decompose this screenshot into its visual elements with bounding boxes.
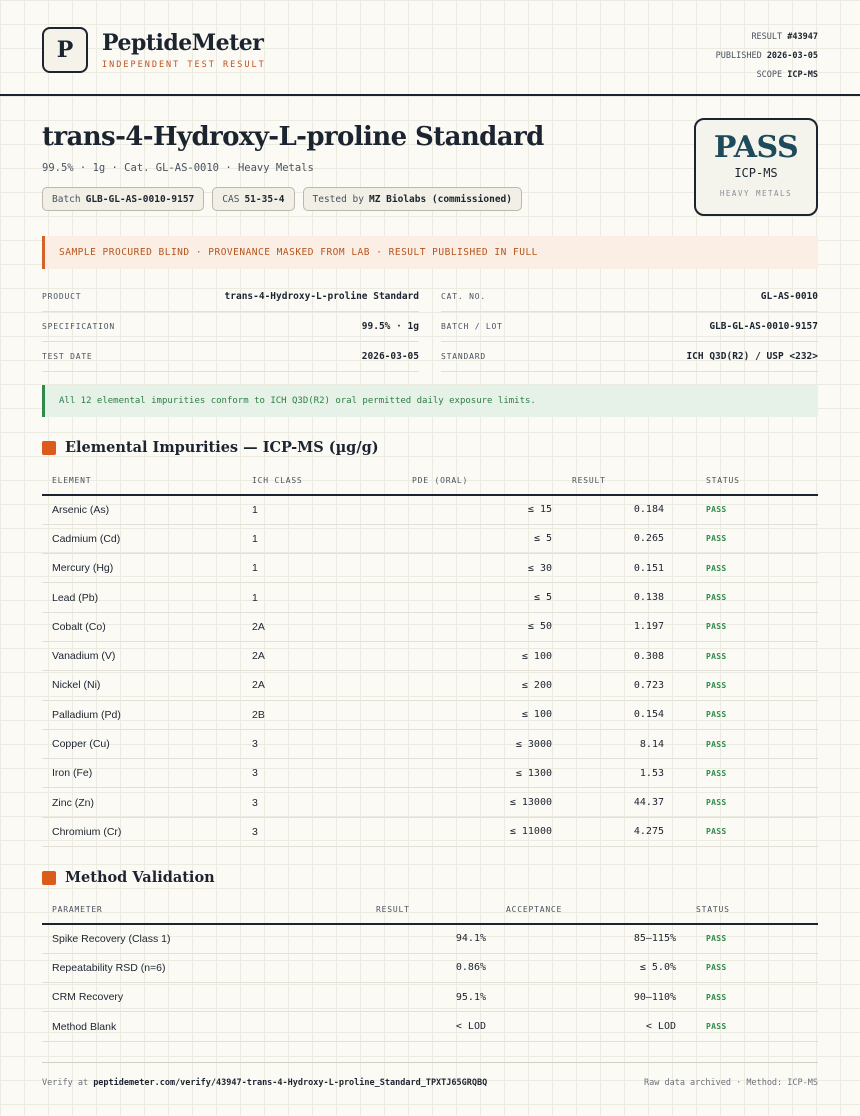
status-badge: PASS bbox=[696, 554, 818, 583]
table-row bbox=[42, 759, 818, 788]
element-cell: Zinc (Zn) bbox=[42, 788, 242, 817]
acceptance-cell: < LOD bbox=[496, 1012, 686, 1041]
result-id-line: RESULT #43947 bbox=[751, 32, 818, 42]
archive-note: Raw data archived · Method: ICP-MS bbox=[644, 1078, 818, 1088]
status-badge: PASS bbox=[696, 700, 818, 729]
element-cell: Cobalt (Co) bbox=[42, 612, 242, 641]
parameter-cell: Method Blank bbox=[42, 1012, 366, 1041]
acceptance-cell: 90–110% bbox=[496, 983, 686, 1012]
batch-chip: Batch GLB-GL-AS-0010-9157 bbox=[42, 187, 204, 211]
result-cell: 44.37 bbox=[562, 788, 696, 817]
result-cell: 1.197 bbox=[562, 612, 696, 641]
pde-cell: ≤ 100 bbox=[402, 641, 562, 670]
table-row bbox=[42, 554, 818, 583]
col-element: ELEMENT bbox=[42, 467, 242, 495]
info-specification: SPECIFICATION 99.5% · 1g bbox=[42, 312, 419, 342]
result-cell: 8.14 bbox=[562, 729, 696, 758]
status-badge: PASS bbox=[686, 953, 818, 982]
status-badge: PASS bbox=[696, 759, 818, 788]
status-badge: PASS bbox=[686, 1012, 818, 1041]
status-badge: PASS bbox=[686, 924, 818, 953]
parameter-cell: Spike Recovery (Class 1) bbox=[42, 924, 366, 953]
ich-class-cell: 2B bbox=[242, 700, 402, 729]
impurities-section-header bbox=[42, 439, 379, 456]
published-date-line: PUBLISHED 2026-03-05 bbox=[715, 51, 818, 61]
pde-cell: ≤ 5 bbox=[402, 524, 562, 553]
val-result-cell: 0.86% bbox=[366, 953, 496, 982]
val-result-cell: 94.1% bbox=[366, 924, 496, 953]
impurities-header-row bbox=[42, 467, 818, 495]
brand-name: PeptideMeter bbox=[102, 30, 264, 56]
ich-class-cell: 3 bbox=[242, 817, 402, 846]
pde-cell: ≤ 5 bbox=[402, 583, 562, 612]
table-row bbox=[42, 524, 818, 553]
pde-cell: ≤ 3000 bbox=[402, 729, 562, 758]
table-row bbox=[42, 612, 818, 641]
pass-stamp bbox=[694, 118, 818, 216]
pde-cell: ≤ 1300 bbox=[402, 759, 562, 788]
section-marker-icon bbox=[42, 871, 56, 885]
ich-class-cell: 1 bbox=[242, 495, 402, 524]
result-cell: 0.265 bbox=[562, 524, 696, 553]
result-cell: 4.275 bbox=[562, 817, 696, 846]
parameter-cell: Repeatability RSD (n=6) bbox=[42, 953, 366, 982]
result-cell: 0.723 bbox=[562, 671, 696, 700]
pde-cell: ≤ 50 bbox=[402, 612, 562, 641]
product-title: trans-4-Hydroxy-L-proline Standard bbox=[42, 122, 544, 152]
pde-cell: ≤ 100 bbox=[402, 700, 562, 729]
info-batch: BATCH / LOT GLB-GL-AS-0010-9157 bbox=[441, 312, 818, 342]
info-standard: STANDARD ICH Q3D(R2) / USP <232> bbox=[441, 342, 818, 372]
verify-line: Verify at peptidemeter.com/verify/43947-trans-4-Hydroxy-L-proline_Standard_TPXTJ65GRQBQ bbox=[42, 1078, 488, 1088]
status-badge: PASS bbox=[696, 817, 818, 846]
element-cell: Copper (Cu) bbox=[42, 729, 242, 758]
element-cell: Iron (Fe) bbox=[42, 759, 242, 788]
pde-cell: ≤ 15 bbox=[402, 495, 562, 524]
status-badge: PASS bbox=[696, 641, 818, 670]
ich-class-cell: 3 bbox=[242, 759, 402, 788]
table-row bbox=[42, 583, 818, 612]
tested-by-chip: Tested by MZ Biolabs (commissioned) bbox=[303, 187, 522, 211]
procurement-notice: SAMPLE PROCURED BLIND · PROVENANCE MASKED FROM LAB · RESULT PUBLISHED IN FULL bbox=[42, 236, 818, 269]
table-row bbox=[42, 495, 818, 524]
impurities-table bbox=[42, 467, 818, 847]
table-row bbox=[42, 729, 818, 758]
brand-tagline: INDEPENDENT TEST RESULT bbox=[102, 60, 266, 70]
impurities-title: Elemental Impurities — ICP-MS (µg/g) bbox=[65, 439, 379, 456]
element-cell: Palladium (Pd) bbox=[42, 700, 242, 729]
status-badge: PASS bbox=[696, 524, 818, 553]
status-badge: PASS bbox=[696, 729, 818, 758]
status-badge: PASS bbox=[696, 495, 818, 524]
col-val-result: RESULT bbox=[366, 896, 496, 924]
status-badge: PASS bbox=[696, 671, 818, 700]
result-cell: 0.138 bbox=[562, 583, 696, 612]
scope-line: SCOPE ICP-MS bbox=[756, 70, 818, 80]
stamp-scope: HEAVY METALS bbox=[719, 189, 793, 198]
validation-table bbox=[42, 896, 818, 1042]
product-subtitle: 99.5% · 1g · Cat. GL-AS-0010 · Heavy Metals bbox=[42, 162, 314, 174]
brand-logo-icon: P bbox=[42, 27, 88, 73]
info-test-date: TEST DATE 2026-03-05 bbox=[42, 342, 419, 372]
table-row bbox=[42, 983, 818, 1012]
table-row bbox=[42, 924, 818, 953]
pde-cell: ≤ 13000 bbox=[402, 788, 562, 817]
status-badge: PASS bbox=[696, 583, 818, 612]
element-cell: Cadmium (Cd) bbox=[42, 524, 242, 553]
col-result: RESULT bbox=[562, 467, 696, 495]
ich-class-cell: 1 bbox=[242, 554, 402, 583]
parameter-cell: CRM Recovery bbox=[42, 983, 366, 1012]
element-cell: Mercury (Hg) bbox=[42, 554, 242, 583]
status-badge: PASS bbox=[696, 788, 818, 817]
col-ich-class: ICH CLASS bbox=[242, 467, 402, 495]
product-chips bbox=[42, 187, 522, 211]
table-row bbox=[42, 788, 818, 817]
ich-class-cell: 3 bbox=[242, 729, 402, 758]
stamp-method: ICP-MS bbox=[734, 166, 778, 180]
table-row bbox=[42, 641, 818, 670]
table-row bbox=[42, 671, 818, 700]
cas-chip: CAS 51-35-4 bbox=[212, 187, 294, 211]
acceptance-cell: 85–115% bbox=[496, 924, 686, 953]
result-cell: 0.151 bbox=[562, 554, 696, 583]
section-marker-icon bbox=[42, 441, 56, 455]
report-footer bbox=[42, 1062, 818, 1088]
pde-cell: ≤ 30 bbox=[402, 554, 562, 583]
info-product: PRODUCT trans-4-Hydroxy-L-proline Standard bbox=[42, 282, 419, 312]
col-pde: PDE (ORAL) bbox=[402, 467, 562, 495]
ich-class-cell: 2A bbox=[242, 612, 402, 641]
status-badge: PASS bbox=[696, 612, 818, 641]
acceptance-cell: ≤ 5.0% bbox=[496, 953, 686, 982]
conformance-message: All 12 elemental impurities conform to ICH Q3D(R2) oral permitted daily exposure limits. bbox=[42, 385, 818, 417]
status-badge: PASS bbox=[686, 983, 818, 1012]
table-row bbox=[42, 1012, 818, 1041]
val-result-cell: < LOD bbox=[366, 1012, 496, 1041]
col-acceptance: ACCEPTANCE bbox=[496, 896, 686, 924]
col-val-status: STATUS bbox=[686, 896, 818, 924]
result-cell: 0.184 bbox=[562, 495, 696, 524]
validation-title: Method Validation bbox=[65, 869, 215, 886]
result-cell: 0.154 bbox=[562, 700, 696, 729]
verify-link[interactable]: peptidemeter.com/verify/43947-trans-4-Hydroxy-L-proline_Standard_TPXTJ65GRQBQ bbox=[93, 1078, 488, 1088]
ich-class-cell: 2A bbox=[242, 641, 402, 670]
stamp-verdict: PASS bbox=[713, 130, 799, 165]
pde-cell: ≤ 11000 bbox=[402, 817, 562, 846]
element-cell: Nickel (Ni) bbox=[42, 671, 242, 700]
ich-class-cell: 1 bbox=[242, 524, 402, 553]
validation-section-header bbox=[42, 869, 215, 886]
element-cell: Arsenic (As) bbox=[42, 495, 242, 524]
report-meta bbox=[716, 28, 818, 85]
validation-header-row bbox=[42, 896, 818, 924]
val-result-cell: 95.1% bbox=[366, 983, 496, 1012]
result-cell: 1.53 bbox=[562, 759, 696, 788]
element-cell: Lead (Pb) bbox=[42, 583, 242, 612]
col-status: STATUS bbox=[696, 467, 818, 495]
result-cell: 0.308 bbox=[562, 641, 696, 670]
ich-class-cell: 2A bbox=[242, 671, 402, 700]
pde-cell: ≤ 200 bbox=[402, 671, 562, 700]
ich-class-cell: 3 bbox=[242, 788, 402, 817]
table-row bbox=[42, 700, 818, 729]
table-row bbox=[42, 953, 818, 982]
element-cell: Vanadium (V) bbox=[42, 641, 242, 670]
info-cat-no: CAT. NO. GL-AS-0010 bbox=[441, 282, 818, 312]
table-row bbox=[42, 817, 818, 846]
col-parameter: PARAMETER bbox=[42, 896, 366, 924]
element-cell: Chromium (Cr) bbox=[42, 817, 242, 846]
ich-class-cell: 1 bbox=[242, 583, 402, 612]
report-header bbox=[0, 0, 860, 96]
